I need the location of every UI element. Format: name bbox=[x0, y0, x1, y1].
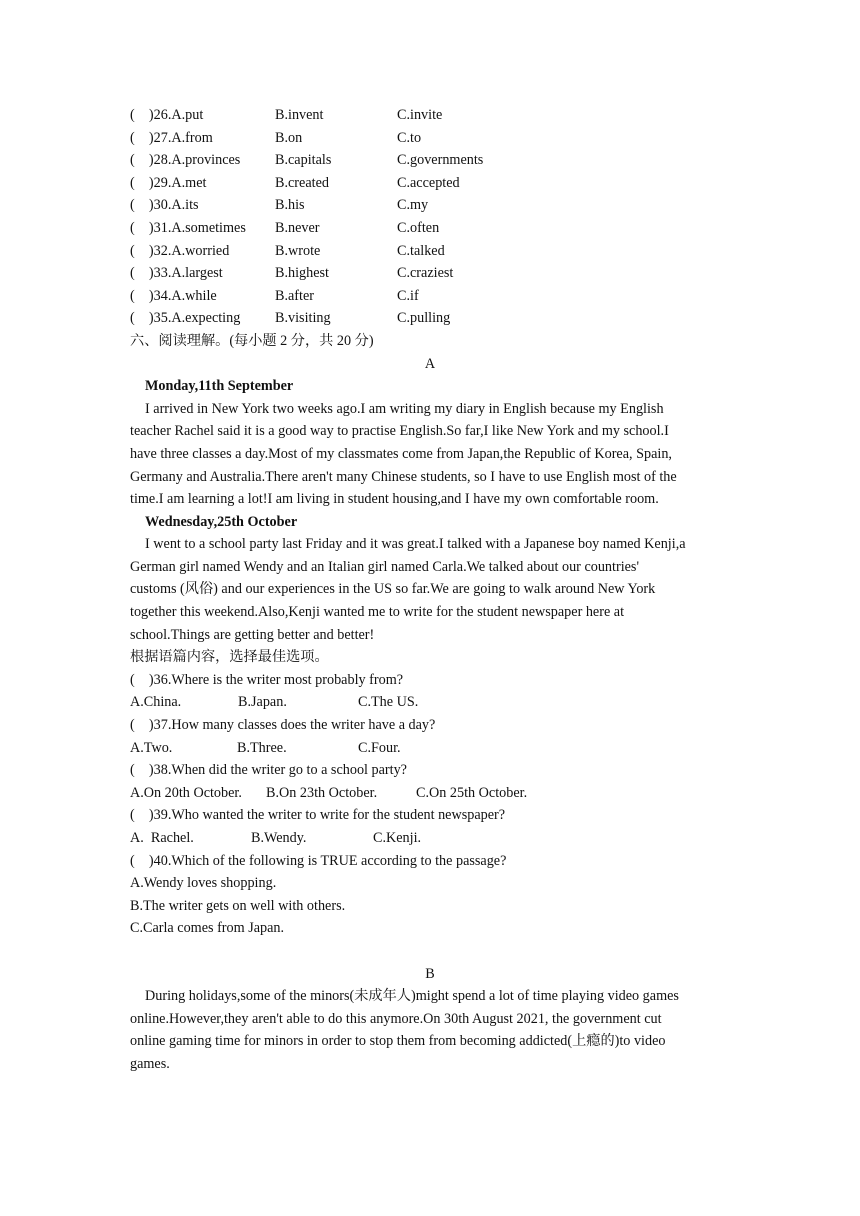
passage-a-line: customs (风俗) and our experiences in the US so far.We are going to walk around New York bbox=[130, 581, 656, 598]
passage-a-line: time.I am learning a lot!I am living in student housing,and I have my own comfortable room. bbox=[130, 491, 659, 508]
question-39-options: A. Rachel. B.Wendy. C.Kenji. bbox=[130, 830, 422, 846]
diary-date-2: Wednesday,25th October bbox=[145, 513, 298, 530]
passage-a-line: I arrived in New York two weeks ago.I am writing my diary in English because my English bbox=[145, 400, 664, 417]
passage-a-line: school.Things are getting better and better! bbox=[130, 626, 375, 643]
question-38-options: A.On 20th October. B.On 23th October. C.On 25th October. bbox=[130, 784, 528, 801]
question-40-option-a: A.Wendy loves shopping. bbox=[130, 875, 277, 892]
question-38: ( )38.When did the writer go to a school party? bbox=[130, 762, 407, 779]
passage-a-line: Germany and Australia.There aren't many Chinese students, so I have to use English most of the bbox=[130, 468, 677, 485]
diary-date-1: Monday,11th September bbox=[145, 378, 294, 395]
passage-b-line: online gaming time for minors in order to stop them from becoming addicted(上瘾的)to video bbox=[130, 1033, 666, 1050]
passage-a-line: have three classes a day.Most of my classmates come from Japan,the Republic of Korea, Spain, bbox=[130, 445, 672, 462]
section-title: 六、阅读理解。(每小题 2 分，共 20 分) bbox=[130, 332, 374, 349]
passage-b-line: online.However,they aren't able to do this anymore.On 30th August 2021, the government cut bbox=[130, 1010, 662, 1027]
question-37: ( )37.How many classes does the writer have a day? bbox=[130, 717, 436, 734]
cloze-row-33: ( )33.A.largest B.highest C.craziest bbox=[130, 265, 454, 282]
question-40-option-b: B.The writer gets on well with others. bbox=[130, 897, 346, 914]
cloze-options bbox=[130, 104, 730, 330]
cloze-row-31: ( )31.A.sometimes B.never C.often bbox=[130, 219, 440, 236]
instruction: 根据语篇内容，选择最佳选项。 bbox=[130, 649, 329, 666]
cloze-row-28: ( )28.A.provinces B.capitals C.governments bbox=[130, 152, 484, 169]
spacer bbox=[130, 940, 730, 963]
passage-b-line: games. bbox=[130, 1055, 170, 1072]
question-39: ( )39.Who wanted the writer to write for the student newspaper? bbox=[130, 807, 506, 824]
cloze-row-29: ( )29.A.met B.created C.accepted bbox=[130, 174, 460, 191]
cloze-row-26: ( )26.A.put B.invent C.invite bbox=[130, 107, 443, 123]
question-40: ( )40.Which of the following is TRUE according to the passage? bbox=[130, 852, 507, 869]
page-content bbox=[130, 104, 730, 1076]
question-36: ( )36.Where is the writer most probably from? bbox=[130, 671, 404, 688]
cloze-row-35: ( )35.A.expecting B.visiting C.pulling bbox=[130, 310, 451, 327]
passage-a-label: A bbox=[424, 355, 436, 372]
question-40-option-c: C.Carla comes from Japan. bbox=[130, 920, 285, 937]
passage-b-label: B bbox=[425, 965, 435, 982]
cloze-row-34: ( )34.A.while B.after C.if bbox=[130, 287, 419, 304]
question-37-options: A.Two. B.Three. C.Four. bbox=[130, 739, 401, 756]
cloze-row-27: ( )27.A.from B.on C.to bbox=[130, 129, 422, 146]
passage-b-line: During holidays,some of the minors(未成年人)might spend a lot of time playing video games bbox=[145, 988, 679, 1005]
question-36-options: A.China. B.Japan. C.The US. bbox=[130, 694, 419, 711]
passage-a-line: I went to a school party last Friday and it was great.I talked with a Japanese boy named Kenji,a bbox=[145, 536, 686, 553]
passage-a-line: German girl named Wendy and an Italian girl named Carla.We talked about our countries' bbox=[130, 558, 640, 575]
cloze-row-32: ( )32.A.worried B.wrote C.talked bbox=[130, 242, 445, 259]
passage-a-line: together this weekend.Also,Kenji wanted me to write for the student newspaper here at bbox=[130, 604, 625, 621]
passage-a-line: teacher Rachel said it is a good way to practise English.So far,I like New York and my school.I bbox=[130, 423, 669, 440]
cloze-row-30: ( )30.A.its B.his C.my bbox=[130, 197, 429, 214]
